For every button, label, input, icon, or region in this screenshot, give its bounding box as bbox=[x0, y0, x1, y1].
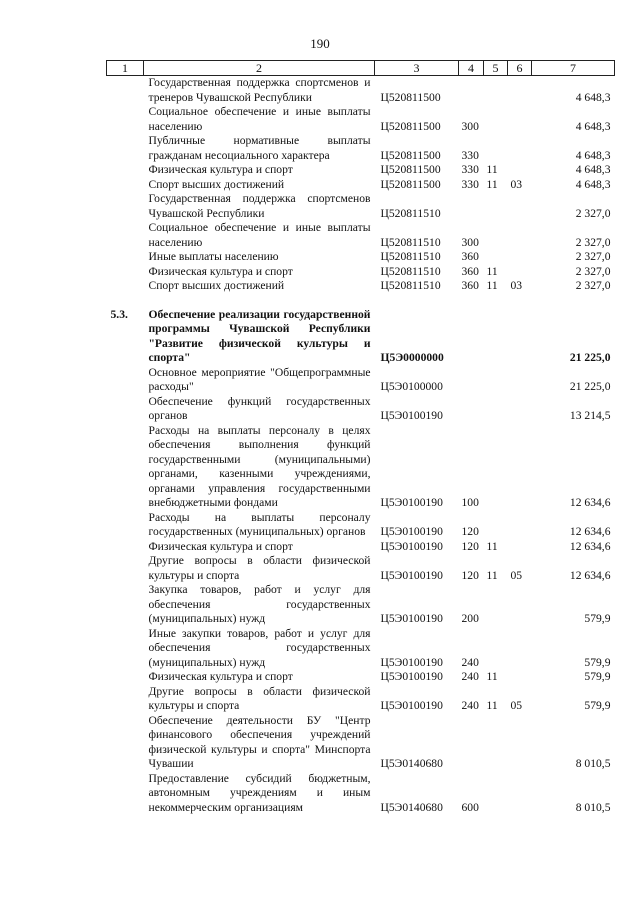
table-row bbox=[107, 772, 615, 816]
row-code: Ц5Э0000000 bbox=[380, 351, 444, 364]
row-code: Ц5Э0100190 bbox=[380, 568, 443, 582]
row-amount: 4 648,3 bbox=[575, 148, 611, 162]
row-section: 11 bbox=[486, 163, 498, 176]
row-section bbox=[484, 511, 508, 540]
row-amount: 12 634,6 bbox=[569, 539, 611, 553]
column-header: 6 bbox=[508, 61, 532, 76]
column-header: 5 bbox=[484, 61, 508, 76]
row-subsection bbox=[508, 583, 532, 627]
row-number bbox=[107, 395, 144, 424]
table-row bbox=[107, 714, 615, 772]
row-subsection bbox=[508, 76, 532, 106]
table-row bbox=[107, 192, 615, 221]
row-name: Физическая культура и спорт bbox=[148, 670, 293, 683]
row-name: Социальное обеспечение и иные выплаты населению bbox=[148, 221, 371, 249]
table-row bbox=[107, 627, 615, 671]
column-header: 3 bbox=[375, 61, 459, 76]
row-code: Ц5Э0100190 bbox=[380, 539, 443, 553]
row-amount: 2 327,0 bbox=[575, 206, 611, 220]
row-subsection bbox=[508, 265, 532, 280]
row-amount: 4 648,3 bbox=[575, 119, 611, 133]
row-section: 11 bbox=[486, 670, 498, 683]
row-section bbox=[484, 76, 508, 106]
table-row bbox=[107, 583, 615, 627]
row-subsection bbox=[508, 511, 532, 540]
row-code: Ц5Э0140680 bbox=[380, 800, 443, 814]
row-code: Ц520811500 bbox=[380, 148, 441, 162]
row-subsection bbox=[508, 366, 532, 395]
table-body bbox=[107, 76, 615, 816]
row-code: Ц5Э0100190 bbox=[380, 409, 443, 422]
row-expense-type bbox=[459, 308, 484, 366]
row-name: Расходы на выплаты персоналу государственных (муниципальных) органов bbox=[148, 510, 371, 538]
row-number bbox=[107, 250, 144, 265]
row-expense-type bbox=[459, 76, 484, 106]
row-amount: 579,9 bbox=[584, 612, 611, 625]
row-subsection bbox=[508, 714, 532, 772]
row-section bbox=[484, 583, 508, 627]
row-section: 11 bbox=[486, 264, 498, 278]
row-code: Ц5Э0100190 bbox=[380, 612, 443, 625]
row-name: Физическая культура и спорт bbox=[148, 539, 293, 553]
column-header: 4 bbox=[459, 61, 484, 76]
row-expense-type: 240 bbox=[461, 655, 479, 669]
row-expense-type: 360 bbox=[461, 250, 479, 263]
row-number: 5.3. bbox=[110, 307, 128, 321]
row-expense-type: 200 bbox=[461, 612, 479, 625]
row-name: Спорт высших достижений bbox=[148, 279, 285, 292]
table-row bbox=[107, 105, 615, 134]
row-amount: 2 327,0 bbox=[575, 279, 611, 292]
row-expense-type: 330 bbox=[461, 163, 479, 176]
row-section bbox=[484, 250, 508, 265]
row-name: Обеспечение деятельности БУ "Центр финансового обеспечения учреждений физической культуры и спорта" Минспорта Чувашии bbox=[148, 713, 371, 770]
table-row bbox=[107, 685, 615, 714]
row-expense-type: 300 bbox=[461, 235, 479, 249]
row-number bbox=[107, 670, 144, 685]
row-name: Другие вопросы в области физической культуры и спорта bbox=[148, 554, 371, 582]
row-subsection bbox=[508, 670, 532, 685]
row-code: Ц5Э0100190 bbox=[380, 525, 443, 538]
row-expense-type: 100 bbox=[461, 496, 479, 509]
row-subsection: 03 bbox=[510, 279, 523, 292]
table-row bbox=[107, 540, 615, 555]
row-number bbox=[107, 366, 144, 395]
row-name: Физическая культура и спорт bbox=[148, 264, 293, 278]
row-subsection: 03 bbox=[510, 177, 523, 191]
row-subsection bbox=[508, 395, 532, 424]
table-row bbox=[107, 76, 615, 106]
row-subsection bbox=[508, 540, 532, 555]
row-expense-type: 360 bbox=[461, 264, 479, 278]
row-subsection bbox=[508, 424, 532, 511]
row-code: Ц5Э0140680 bbox=[380, 757, 443, 770]
row-code: Ц520811510 bbox=[380, 264, 441, 278]
row-amount: 21 225,0 bbox=[569, 351, 611, 364]
row-name: Социальное обеспечение и иные выплаты населению bbox=[148, 105, 371, 133]
row-name: Спорт высших достижений bbox=[148, 177, 285, 191]
row-number bbox=[107, 105, 144, 134]
row-amount: 2 327,0 bbox=[575, 235, 611, 249]
row-name: Основное мероприятие "Общепрограммные расходы" bbox=[148, 365, 371, 393]
row-name: Государственная поддержка спортсменов Чувашской Республики bbox=[148, 192, 371, 220]
row-expense-type: 360 bbox=[461, 279, 479, 292]
row-expense-type: 120 bbox=[461, 539, 479, 553]
row-section bbox=[484, 772, 508, 816]
row-expense-type: 120 bbox=[461, 568, 479, 582]
column-header: 2 bbox=[144, 61, 375, 76]
row-name: Иные выплаты населению bbox=[148, 250, 279, 263]
row-section bbox=[484, 366, 508, 395]
row-expense-type: 300 bbox=[461, 119, 479, 133]
row-name: Иные закупки товаров, работ и услуг для обеспечения государственных (муниципальных) нужд bbox=[148, 626, 371, 669]
row-expense-type: 600 bbox=[461, 800, 479, 814]
row-name: Закупка товаров, работ и услуг для обеспечения государственных (муниципальных) нужд bbox=[148, 583, 371, 625]
column-header: 7 bbox=[532, 61, 615, 76]
row-number bbox=[107, 279, 144, 294]
row-expense-type bbox=[459, 395, 484, 424]
row-name: Физическая культура и спорт bbox=[148, 163, 293, 176]
row-number bbox=[107, 540, 144, 555]
row-code: Ц5Э0100190 bbox=[380, 655, 443, 669]
row-subsection bbox=[508, 627, 532, 671]
row-name: Другие вопросы в области физической культуры и спорта bbox=[148, 684, 371, 712]
row-number bbox=[107, 163, 144, 178]
row-subsection: 05 bbox=[510, 568, 523, 582]
row-amount: 12 634,6 bbox=[569, 496, 611, 509]
spacer-row bbox=[107, 294, 615, 308]
row-code: Ц520811510 bbox=[380, 250, 441, 263]
row-number bbox=[107, 772, 144, 816]
row-expense-type bbox=[459, 714, 484, 772]
row-section bbox=[484, 424, 508, 511]
row-name: Предоставление субсидий бюджетным, автономным учреждениям и иным некоммерческим организациям bbox=[148, 771, 371, 814]
row-section: 11 bbox=[486, 539, 498, 553]
row-expense-type: 240 bbox=[461, 699, 479, 712]
row-code: Ц5Э0100190 bbox=[380, 699, 443, 712]
row-section: 11 bbox=[486, 568, 498, 582]
row-code: Ц5Э0100190 bbox=[380, 670, 443, 683]
row-expense-type: 330 bbox=[461, 177, 479, 191]
table-row bbox=[107, 178, 615, 193]
row-number bbox=[107, 511, 144, 540]
table-row bbox=[107, 279, 615, 294]
table-row bbox=[107, 265, 615, 280]
table-row bbox=[107, 221, 615, 250]
page-number: 190 bbox=[310, 36, 330, 51]
row-code: Ц520811500 bbox=[380, 163, 441, 176]
row-code: Ц520811500 bbox=[380, 177, 441, 191]
row-amount: 579,9 bbox=[584, 655, 611, 669]
row-section bbox=[484, 105, 508, 134]
row-amount: 12 634,6 bbox=[569, 568, 611, 582]
column-header: 1 bbox=[107, 61, 144, 76]
row-subsection bbox=[508, 772, 532, 816]
row-amount: 2 327,0 bbox=[575, 264, 611, 278]
row-section: 11 bbox=[486, 279, 498, 292]
row-number bbox=[107, 192, 144, 221]
row-name: Публичные нормативные выплаты гражданам несоциального характера bbox=[148, 134, 371, 162]
row-expense-type: 330 bbox=[461, 148, 479, 162]
row-section bbox=[484, 192, 508, 221]
row-amount: 579,9 bbox=[584, 670, 611, 683]
row-code: Ц520811510 bbox=[380, 279, 441, 292]
row-section: 11 bbox=[486, 177, 498, 191]
row-subsection bbox=[508, 134, 532, 163]
row-amount: 4 648,3 bbox=[575, 177, 611, 191]
row-number bbox=[107, 76, 144, 106]
row-number bbox=[107, 583, 144, 627]
row-subsection bbox=[508, 308, 532, 366]
table-header-row bbox=[107, 61, 615, 76]
row-subsection bbox=[508, 163, 532, 178]
row-code: Ц520811500 bbox=[380, 119, 441, 133]
row-number bbox=[107, 424, 144, 511]
table-row bbox=[107, 511, 615, 540]
row-section: 11 bbox=[486, 699, 498, 712]
row-amount: 4 648,3 bbox=[575, 163, 611, 176]
row-number bbox=[107, 265, 144, 280]
row-section bbox=[484, 627, 508, 671]
row-section bbox=[484, 221, 508, 250]
row-number bbox=[107, 221, 144, 250]
row-name: Обеспечение функций государственных органов bbox=[148, 394, 371, 422]
row-expense-type bbox=[459, 366, 484, 395]
row-name: Расходы на выплаты персоналу в целях обеспечения выполнения функций государственными (муниципальными) органами, казенными учреждениями, органами управления государственными внебюджетными фондами bbox=[148, 423, 371, 509]
table-row bbox=[107, 308, 615, 366]
row-section bbox=[484, 308, 508, 366]
row-number bbox=[107, 714, 144, 772]
row-subsection bbox=[508, 221, 532, 250]
row-number bbox=[107, 685, 144, 714]
table-row bbox=[107, 424, 615, 511]
table-row bbox=[107, 163, 615, 178]
row-expense-type bbox=[459, 192, 484, 221]
table-row bbox=[107, 554, 615, 583]
row-amount: 8 010,5 bbox=[575, 757, 611, 770]
row-code: Ц5Э0100000 bbox=[380, 380, 443, 393]
row-number bbox=[107, 178, 144, 193]
table-row bbox=[107, 366, 615, 395]
row-number bbox=[107, 134, 144, 163]
row-amount: 8 010,5 bbox=[575, 800, 611, 814]
row-number bbox=[107, 554, 144, 583]
table-row bbox=[107, 134, 615, 163]
row-code: Ц5Э0100190 bbox=[380, 496, 443, 509]
row-section bbox=[484, 134, 508, 163]
row-expense-type: 240 bbox=[461, 670, 479, 683]
row-code: Ц520811510 bbox=[380, 235, 441, 249]
budget-table bbox=[106, 60, 615, 815]
row-section bbox=[484, 714, 508, 772]
row-code: Ц520811500 bbox=[380, 90, 441, 104]
row-amount: 579,9 bbox=[584, 699, 611, 712]
row-amount: 13 214,5 bbox=[569, 409, 611, 422]
row-amount: 4 648,3 bbox=[575, 90, 611, 104]
row-amount: 2 327,0 bbox=[575, 250, 611, 263]
table-row bbox=[107, 670, 615, 685]
row-subsection bbox=[508, 105, 532, 134]
row-subsection: 05 bbox=[510, 699, 523, 712]
row-subsection bbox=[508, 192, 532, 221]
table-row bbox=[107, 250, 615, 265]
row-expense-type: 120 bbox=[461, 525, 479, 538]
row-amount: 21 225,0 bbox=[569, 380, 611, 393]
spacer-cell bbox=[107, 294, 615, 308]
row-subsection bbox=[508, 250, 532, 265]
row-section bbox=[484, 395, 508, 424]
row-number bbox=[107, 627, 144, 671]
row-name: Государственная поддержка спортсменов и тренеров Чувашской Республики bbox=[148, 76, 371, 104]
row-name: Обеспечение реализации государственной программы Чувашской Республики "Развитие физической культуры и спорта" bbox=[148, 307, 371, 364]
row-amount: 12 634,6 bbox=[569, 525, 611, 538]
table-row bbox=[107, 395, 615, 424]
row-code: Ц520811510 bbox=[380, 206, 441, 220]
